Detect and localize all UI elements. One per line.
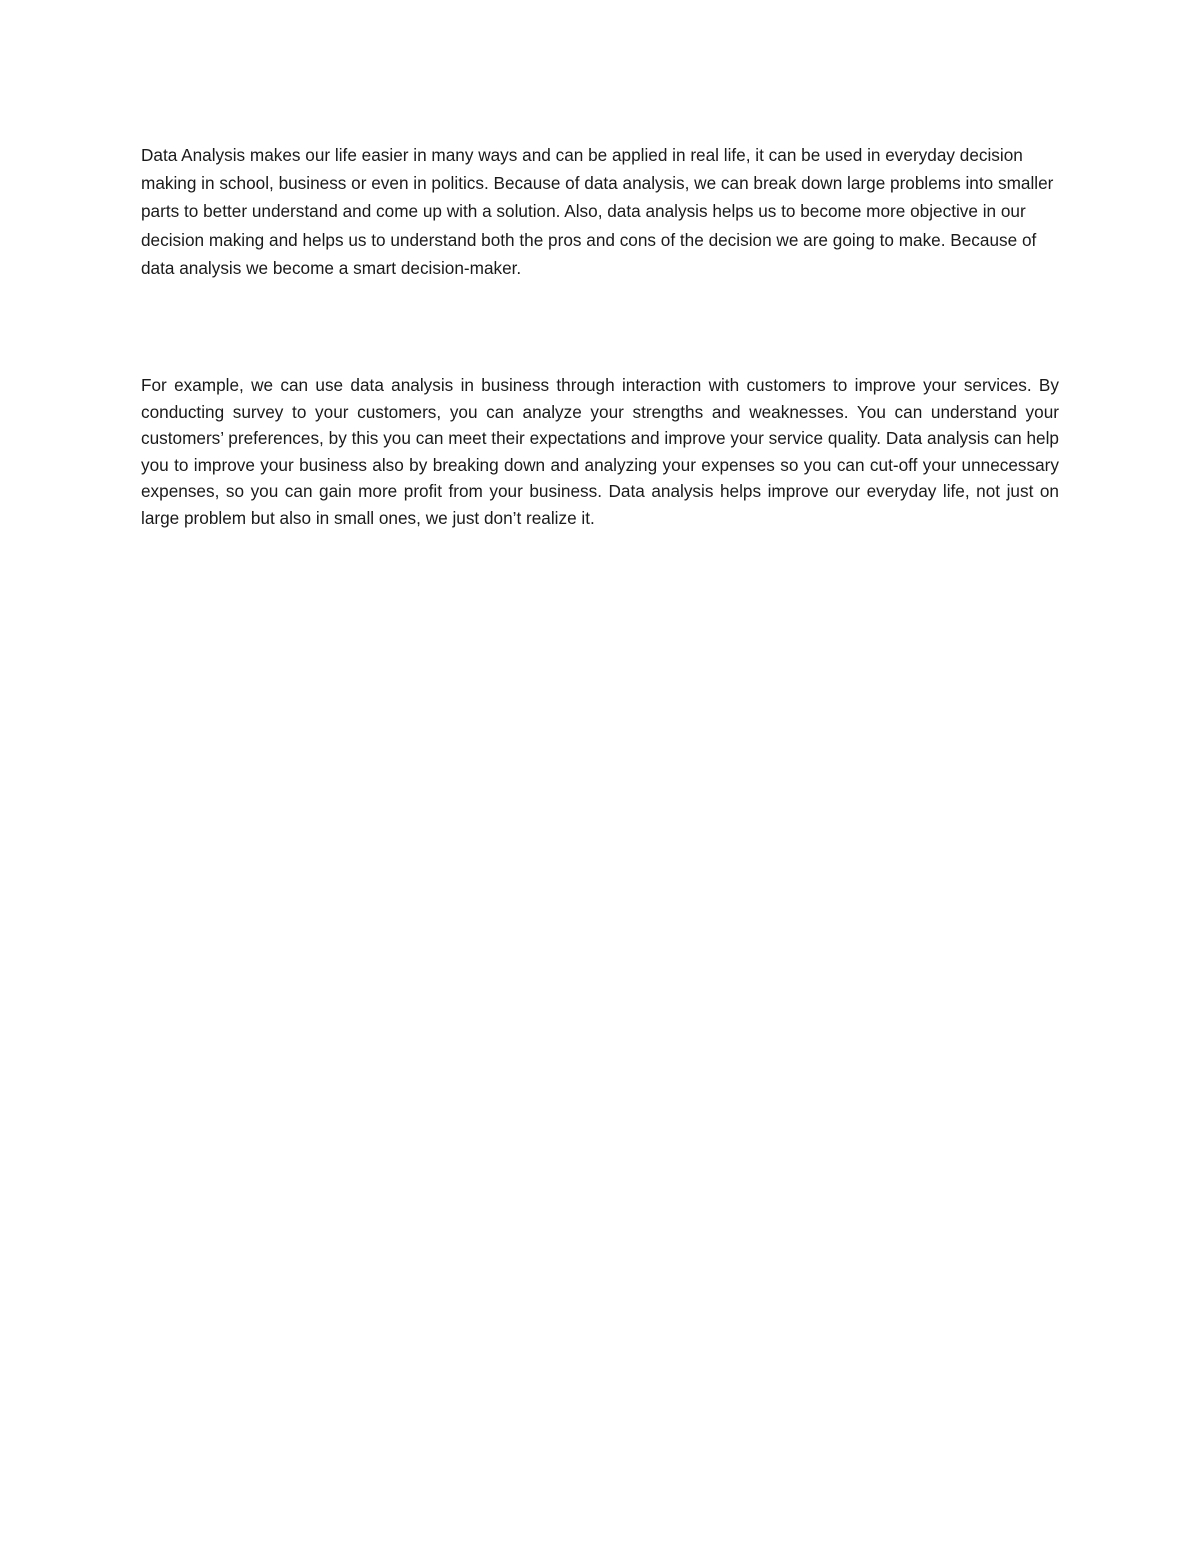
- paragraph-business-example: For example, we can use data analysis in business through interaction with customers to improve your services. By conducting survey to your customers, you can analyze your strengths and weaknesses. You can understand your customers’ preferences, by this you can meet their expectations and improve your service quality. Data analysis can help you to improve your business also by breaking down and analyzing your expenses so you can cut-off your unnecessary expenses, so you can gain more profit from your business. Data analysis helps improve our everyday life, not just on large problem but also in small ones, we just don’t realize it.: [141, 375, 1059, 528]
- paragraph-data-analysis-intro: Data Analysis makes our life easier in many ways and can be applied in real life, it can be used in everyday decision making in school, business or even in politics. Because of data analysis, we can break down large problems into smaller parts to better understand and come up with a solution. Also, data analysis helps us to become more objective in our decision making and helps us to understand both the pros and cons of the decision we are going to make. Because of data analysis we become a smart decision-maker.: [141, 145, 1054, 278]
